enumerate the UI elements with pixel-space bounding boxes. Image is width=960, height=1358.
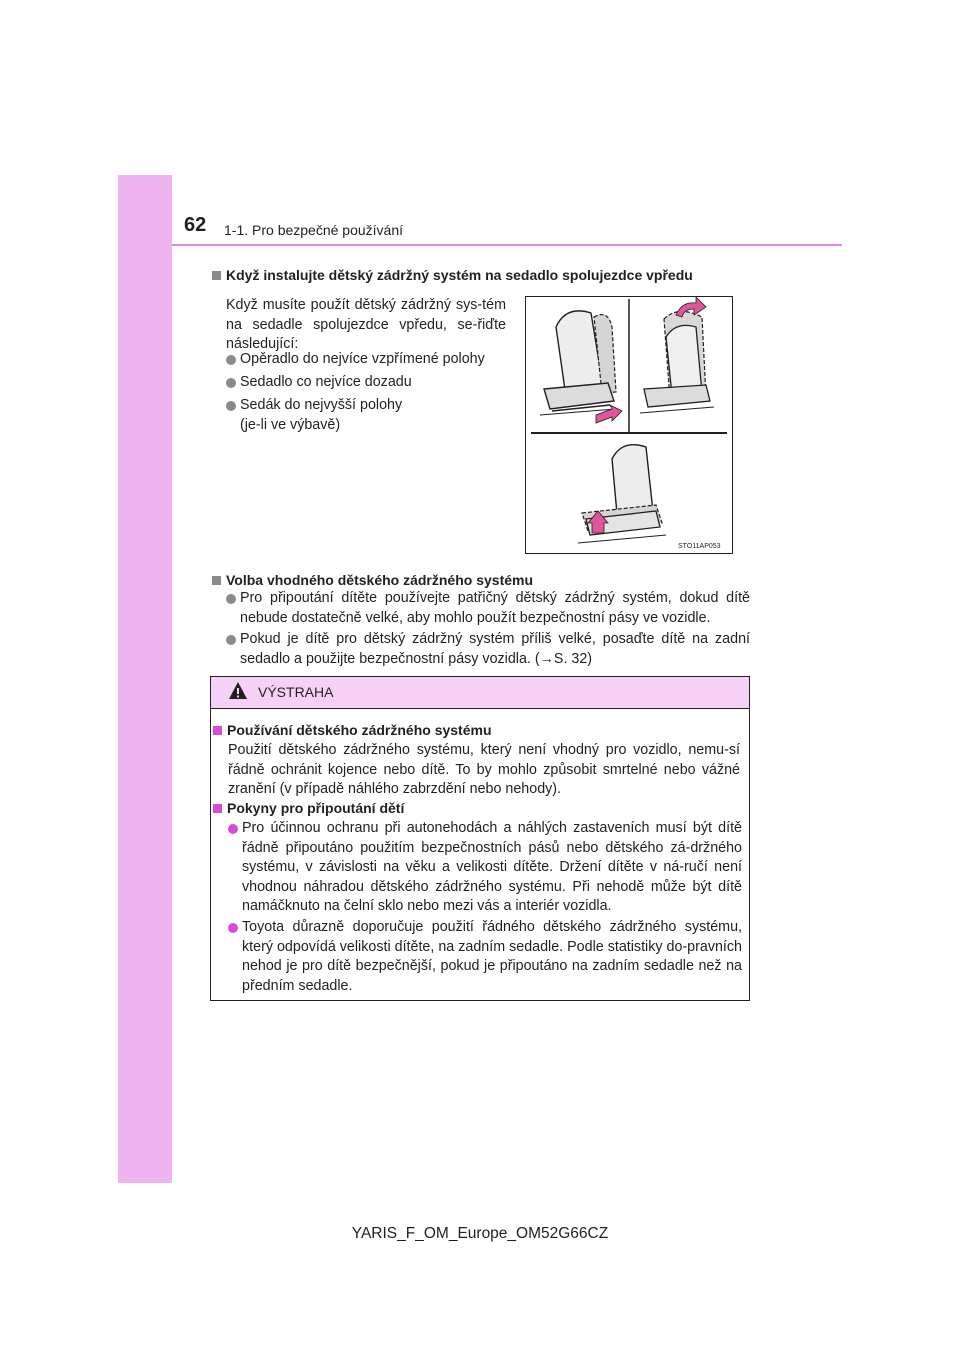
warning-paragraph-1: Použití dětského zádržného systému, který není vhodný pro vozidlo, nemu-sí řádně ochránit kojence nebo dítě. To by mohlo způsobit smrtelné nebo vážné zranění (v případě náhlého zabrzdění nebo nehody). xyxy=(228,742,740,797)
section1-heading xyxy=(212,267,693,283)
bullet-dot-icon xyxy=(226,401,236,411)
section1-intro: Když musíte použít dětský zádržný sys-tém na sedadle spolujezdce vpředu, se-řiďte následující: xyxy=(226,297,506,352)
bullet-dot-icon xyxy=(228,923,238,933)
section2-heading-text: Volba vhodného dětského zádržného systému xyxy=(226,572,534,588)
square-bullet-icon xyxy=(213,726,222,735)
bullet-dot-icon xyxy=(226,378,236,388)
seat-illustration xyxy=(526,297,732,553)
section-title: 1-1. Pro bezpečné používání xyxy=(224,222,404,238)
warning-heading-2: Pokyny pro připoutání dětí xyxy=(213,800,404,816)
square-bullet-icon xyxy=(213,804,222,813)
bullet-note: (je-li ve výbavě) xyxy=(240,416,341,433)
page-number: 62 xyxy=(184,214,207,236)
bullet-dot-icon xyxy=(226,594,236,604)
list-item: Toyota důrazně doporučuje použití řádného dětského zádržného systému, který odpovídá velikosti dítěte, na zadním sedadle. Podle statistiky do-pravních nehod je pro dítě bezpečnější, pokud je připoutáno na zadním sedadle než na předním sedadle. xyxy=(242,918,742,996)
square-bullet-icon xyxy=(212,271,221,280)
warning-title: VÝSTRAHA xyxy=(258,684,334,700)
list-item: Sedák do nejvyšší polohy (je-li ve výbavě) xyxy=(240,396,510,435)
list-item: Pro účinnou ochranu při autonehodách a náhlých zastaveních musí být dítě řádně připoutáno použitím bezpečnostních pásů nebo dětského zá-držného systému, v závislosti na věku a velikosti dítěte. Držení dítěte v ná-ručí není vhodnou náhradou dětského zádržného systému. Při nehodě může být dítě namáčknuto na čelní sklo nebo mezi vás a interiér vozidla. xyxy=(242,819,742,917)
seat-cushion-height-drawing xyxy=(578,445,666,543)
list-item: Sedadlo co nejvíce dozadu xyxy=(240,373,510,393)
list-item: Pro připoutání dítěte používejte patřičný dětský zádržný systém, dokud dítě nebude dostatečně velké, aby mohlo použít bezpečnostní pásy ve vozidle. xyxy=(240,589,750,628)
header-rule xyxy=(172,244,842,246)
warning-box xyxy=(210,676,750,1001)
bullet-dot-icon xyxy=(226,635,236,645)
warning-heading-1: Používání dětského zádržného systému xyxy=(213,722,492,738)
list-item: Opěradlo do nejvíce vzpřímené polohy xyxy=(240,350,510,370)
side-tab-strip xyxy=(118,175,172,1183)
warning-header xyxy=(211,677,749,709)
bullet-dot-icon xyxy=(228,824,238,834)
seat-adjustment-figure xyxy=(525,296,733,554)
seat-backrest-recline-drawing xyxy=(640,297,714,413)
square-bullet-icon xyxy=(212,576,221,585)
list-item: Pokud je dítě pro dětský zádržný systém příliš velké, posaďte dítě na zadní sedadlo a použijte bezpečnostní pásy vozidla. (→S. 32) xyxy=(240,630,750,669)
seat-backrest-upright-drawing xyxy=(540,311,622,423)
figure-code: STO11AP053 xyxy=(678,543,721,550)
section1-heading-text: Když instalujte dětský zádržný systém na sedadlo spolujezdce vpředu xyxy=(226,267,693,283)
section2-heading xyxy=(212,572,533,588)
bullet-dot-icon xyxy=(226,355,236,365)
footer-doc-id: YARIS_F_OM_Europe_OM52G66CZ xyxy=(351,1225,609,1242)
warning-triangle-icon xyxy=(228,681,248,701)
